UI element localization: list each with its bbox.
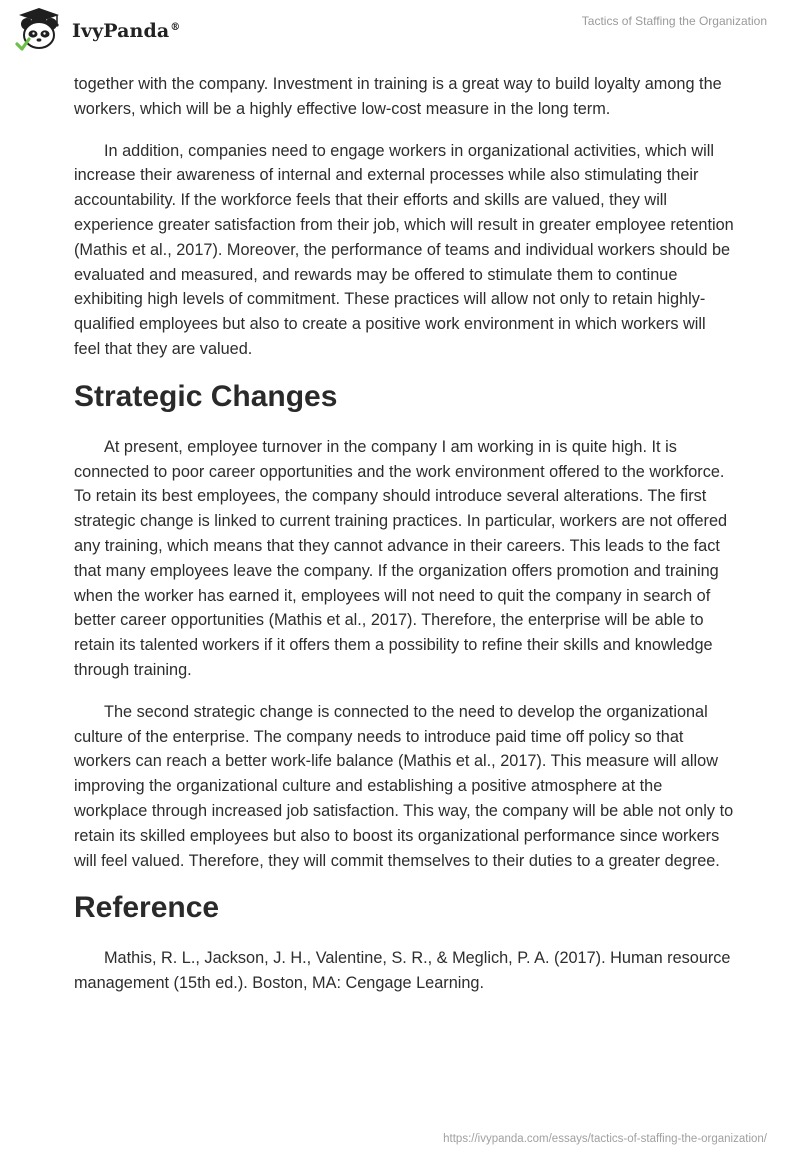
logo[interactable] xyxy=(14,6,180,54)
reference-entry: Mathis, R. L., Jackson, J. H., Valentine, S. R., & Meglich, P. A. (2017). Human resource management (15th ed.). Boston, MA: Cengage Learning. xyxy=(74,949,731,993)
panda-logo-icon xyxy=(14,6,66,54)
paragraph-second-change: The second strategic change is connected to the need to develop the organizational culture of the enterprise. The company needs to introduce paid time off policy so that workers can reach a better work-life balance (Mathis et al., 2017). This measure will allow improving the organizational culture and establishing a positive atmosphere at the workplace through increased job satisfaction. This way, the company will be able not only to retain its skilled employees but also to boost its organizational performance since workers will feel valued. Therefore, they will commit themselves to their duties to a greater degree. xyxy=(74,702,734,870)
paragraph-first-change: At present, employee turnover in the company I am working in is quite high. It is connected to poor career opportunities and the work environment offered to the workforce. To retain its best employees, the company should introduce several alterations. The first strategic change is linked to current training practices. In particular, workers are not offered any training, which means that they cannot advance in their careers. This leads to the fact that many employees leave the company. If the organization offers promotion and training when the worker has earned it, employees will not need to quit the company in search of better career opportunities (Mathis et al., 2017). Therefore, the enterprise will be able to retain its talented workers if it offers them a possibility to refine their skills and knowledge through training. xyxy=(74,437,728,679)
page-header xyxy=(0,0,800,62)
document-title: Tactics of Staffing the Organization xyxy=(581,14,767,28)
source-url[interactable]: https://ivypanda.com/essays/tactics-of-staffing-the-organization/ xyxy=(443,1133,767,1145)
heading-strategic-changes: Strategic Changes xyxy=(74,379,338,413)
heading-reference: Reference xyxy=(74,891,220,925)
brand-name: IvyPanda® xyxy=(72,20,181,42)
essay-content xyxy=(74,72,734,1013)
paragraph-engagement: In addition, companies need to engage workers in organizational activities, which will increase their awareness of internal and external processes while also stimulating their accountability. If the workforce feels that their efforts and skills are valued, they will experience greater satisfaction from their job, which will result in greater employee retention (Mathis et al., 2017). Moreover, the performance of teams and individual workers should be evaluated and measured, and rewards may be offered to stimulate them to continue exhibiting high levels of commitment. These practices will allow not only to retain highly-qualified employees but also to create a positive work environment in which workers will feel that they are valued. xyxy=(74,141,734,358)
paragraph-continuation: together with the company. Investment in training is a great way to build loyalty among the workers, which will be a highly effective low-cost measure in the long term. xyxy=(74,75,722,118)
